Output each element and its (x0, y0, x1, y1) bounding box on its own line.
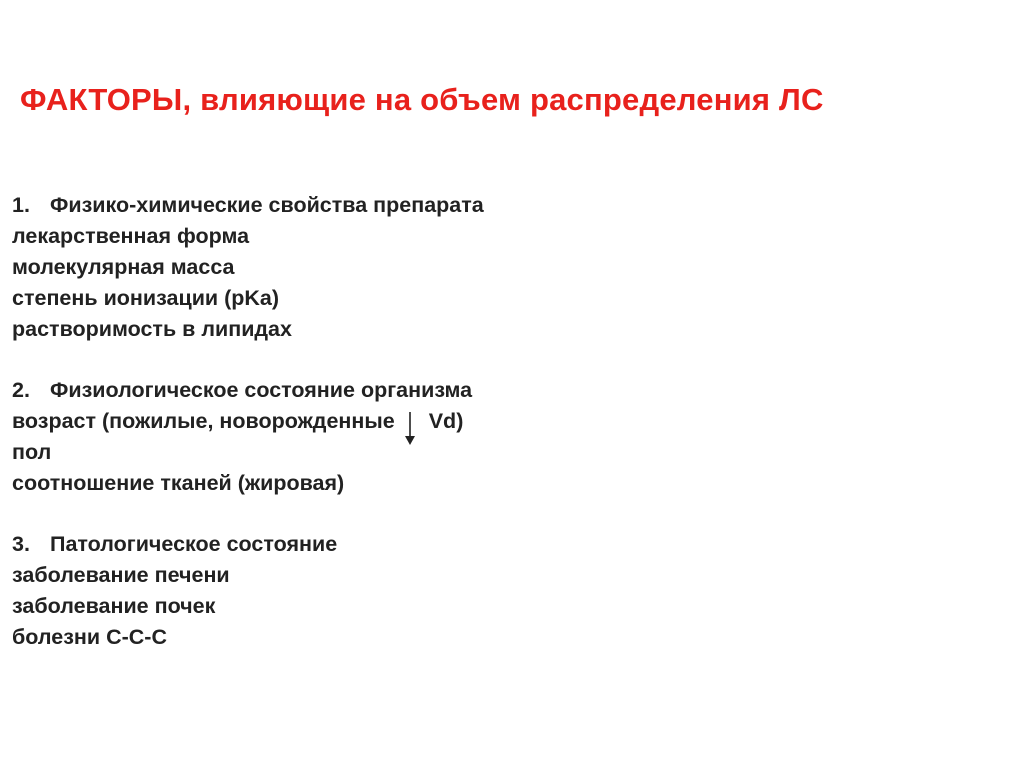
list-item: лекарственная форма (12, 224, 250, 248)
section-number: 1. (12, 193, 30, 217)
list-item: заболевание почек (12, 594, 216, 618)
section-number: 2. (12, 378, 30, 402)
arrow-down-icon (395, 406, 429, 437)
vd-label: Vd) (428, 409, 464, 433)
list-item: молекулярная масса (12, 255, 235, 279)
section-heading-text: Патологическое состояние (50, 532, 338, 556)
section-heading (12, 190, 652, 221)
section-heading-text: Физиологическое состояние организма (50, 378, 473, 402)
list-item: пол (12, 440, 52, 464)
slide-title: ФАКТОРЫ, влияющие на объем распределения ЛС (20, 82, 824, 117)
list-item: растворимость в липидах (12, 317, 292, 341)
factor-section-physiological (12, 375, 652, 499)
list-item-text: возраст (пожилые, новорожденные (12, 409, 395, 433)
list-item (12, 406, 652, 437)
section-heading-text: Физико-химические свойства препарата (50, 193, 484, 217)
section-heading (12, 529, 652, 560)
list-item: соотношение тканей (жировая) (12, 471, 345, 495)
list-item: болезни С-С-С (12, 625, 167, 649)
factor-list (12, 190, 652, 683)
section-number: 3. (12, 532, 30, 556)
list-item: заболевание печени (12, 563, 230, 587)
factor-section-physicochemical (12, 190, 652, 345)
section-heading (12, 375, 652, 406)
list-item: степень ионизации (pKa) (12, 286, 280, 310)
factor-section-pathological (12, 529, 652, 653)
